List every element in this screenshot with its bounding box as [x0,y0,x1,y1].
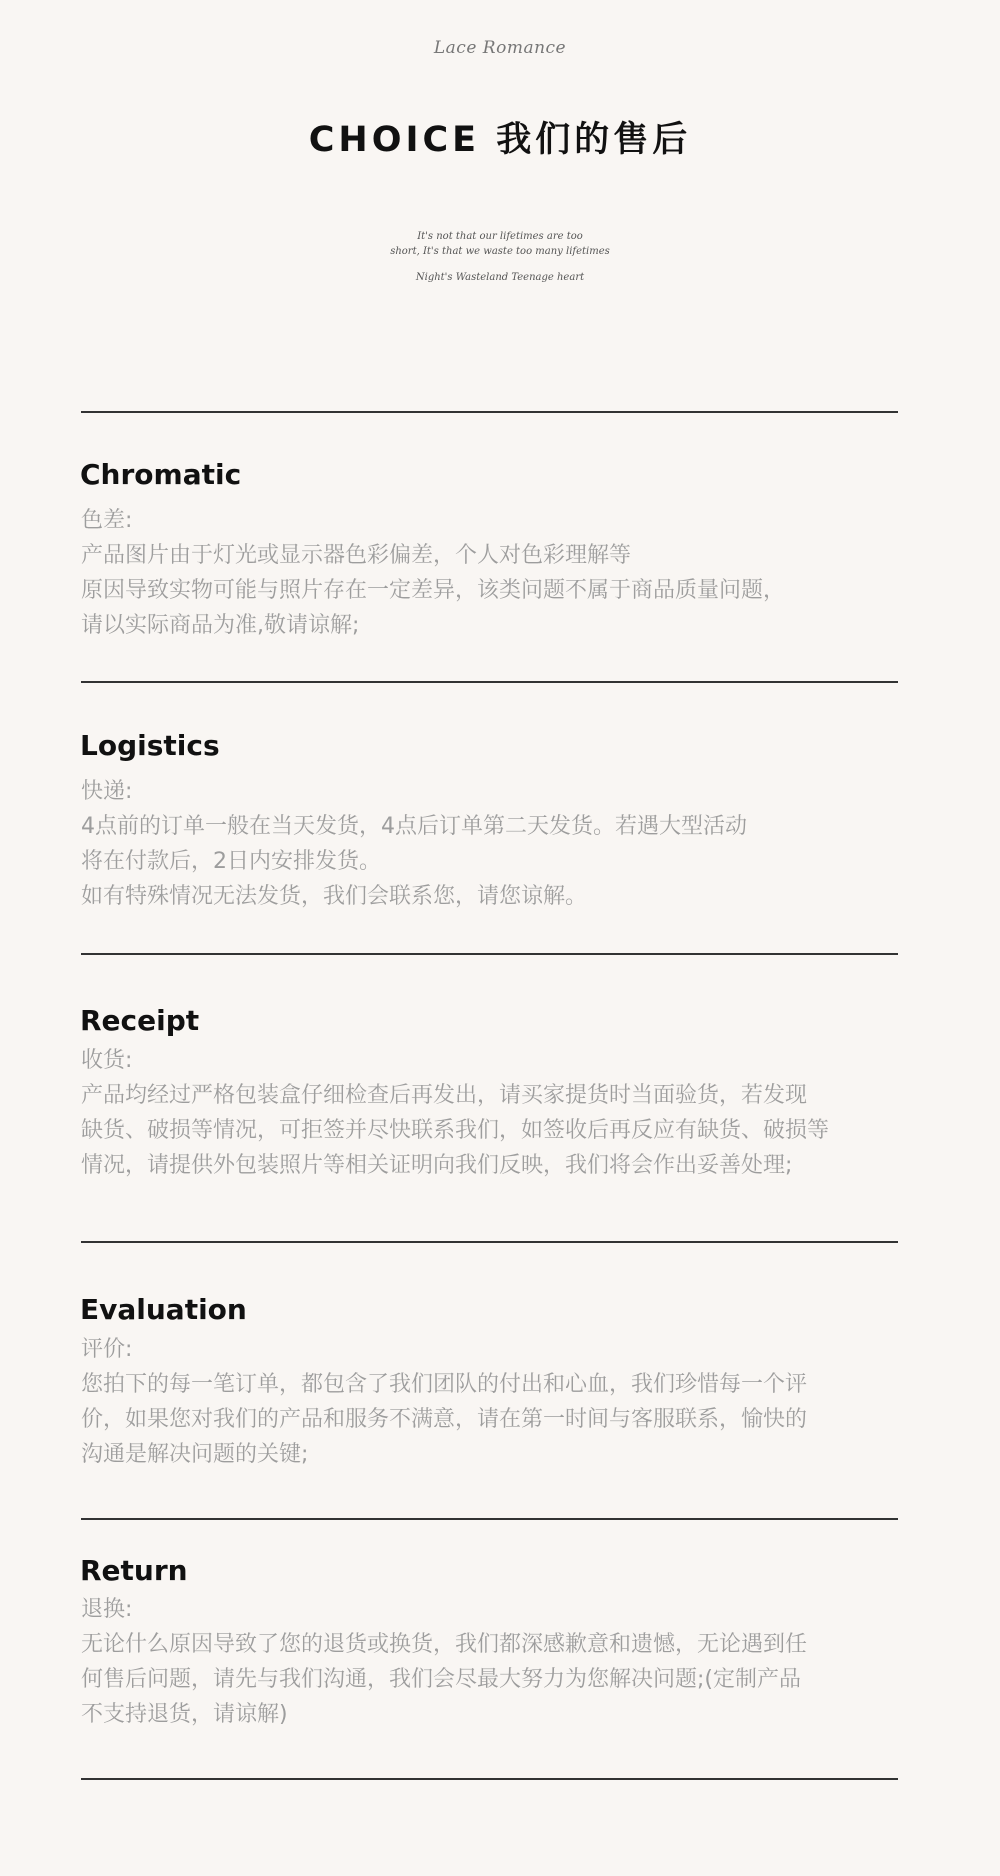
quote-line-2: short, It's that we waste too many lifetimes [390,246,610,257]
section-line: 价，如果您对我们的产品和服务不满意，请在第一时间与客服联系，愉快的 [81,1407,808,1432]
section-body-evaluation [81,1332,921,1472]
section-title-logistics: Logistics [80,729,220,762]
quote-signature: Night's Wasteland Teenage heart [415,272,585,283]
section-line: 沟通是解决问题的关键; [81,1442,309,1467]
section-divider [81,1241,898,1243]
section-title-receipt: Receipt [80,1004,200,1037]
section-divider [81,681,898,683]
quote-line-1: It's not that our lifetimes are too [417,231,583,242]
section-title-evaluation: Evaluation [80,1293,247,1326]
section-line: 将在付款后，2日内安排发货。 [81,849,381,874]
section-divider [81,953,898,955]
section-label: 收货: [81,1048,133,1073]
section-label: 色差: [81,508,133,533]
section-label: 退换: [81,1597,133,1622]
section-line: 如有特殊情况无法发货，我们会联系您，请您谅解。 [81,884,588,909]
page-title: CHOICE 我们的售后 [308,120,692,160]
section-line: 产品均经过严格包装盒仔细检查后再发出，请买家提货时当面验货，若发现 [81,1083,808,1108]
section-line: 原因导致实物可能与照片存在一定差异，该类问题不属于商品质量问题， [81,578,786,603]
section-divider [81,1778,898,1780]
section-line: 4点前的订单一般在当天发货，4点后订单第二天发货。若遇大型活动 [81,814,747,839]
section-label: 评价: [81,1337,133,1362]
section-line: 何售后问题，请先与我们沟通，我们会尽最大努力为您解决问题;(定制产品 [81,1667,801,1692]
section-body-receipt [81,1043,921,1183]
section-divider [81,1518,898,1520]
section-label: 快递: [81,779,133,804]
section-line: 不支持退货，请谅解) [81,1702,288,1727]
section-title-return: Return [80,1554,188,1587]
section-body-logistics [81,774,921,914]
section-line: 情况，请提供外包装照片等相关证明向我们反映，我们将会作出妥善处理; [81,1153,793,1178]
brand-logo: Lace Romance [433,38,567,58]
section-divider [81,411,898,413]
section-body-return [81,1592,921,1732]
section-line: 缺货、破损等情况，可拒签并尽快联系我们，如签收后再反应有缺货、破损等 [81,1118,830,1143]
section-line: 无论什么原因导致了您的退货或换货，我们都深感歉意和遗憾，无论遇到任 [81,1632,808,1657]
section-title-chromatic: Chromatic [80,458,242,491]
section-line: 产品图片由于灯光或显示器色彩偏差，个人对色彩理解等 [81,543,632,568]
section-body-chromatic [81,503,921,643]
section-line: 您拍下的每一笔订单，都包含了我们团队的付出和心血，我们珍惜每一个评 [81,1372,808,1397]
section-line: 请以实际商品为准,敬请谅解; [81,613,360,638]
